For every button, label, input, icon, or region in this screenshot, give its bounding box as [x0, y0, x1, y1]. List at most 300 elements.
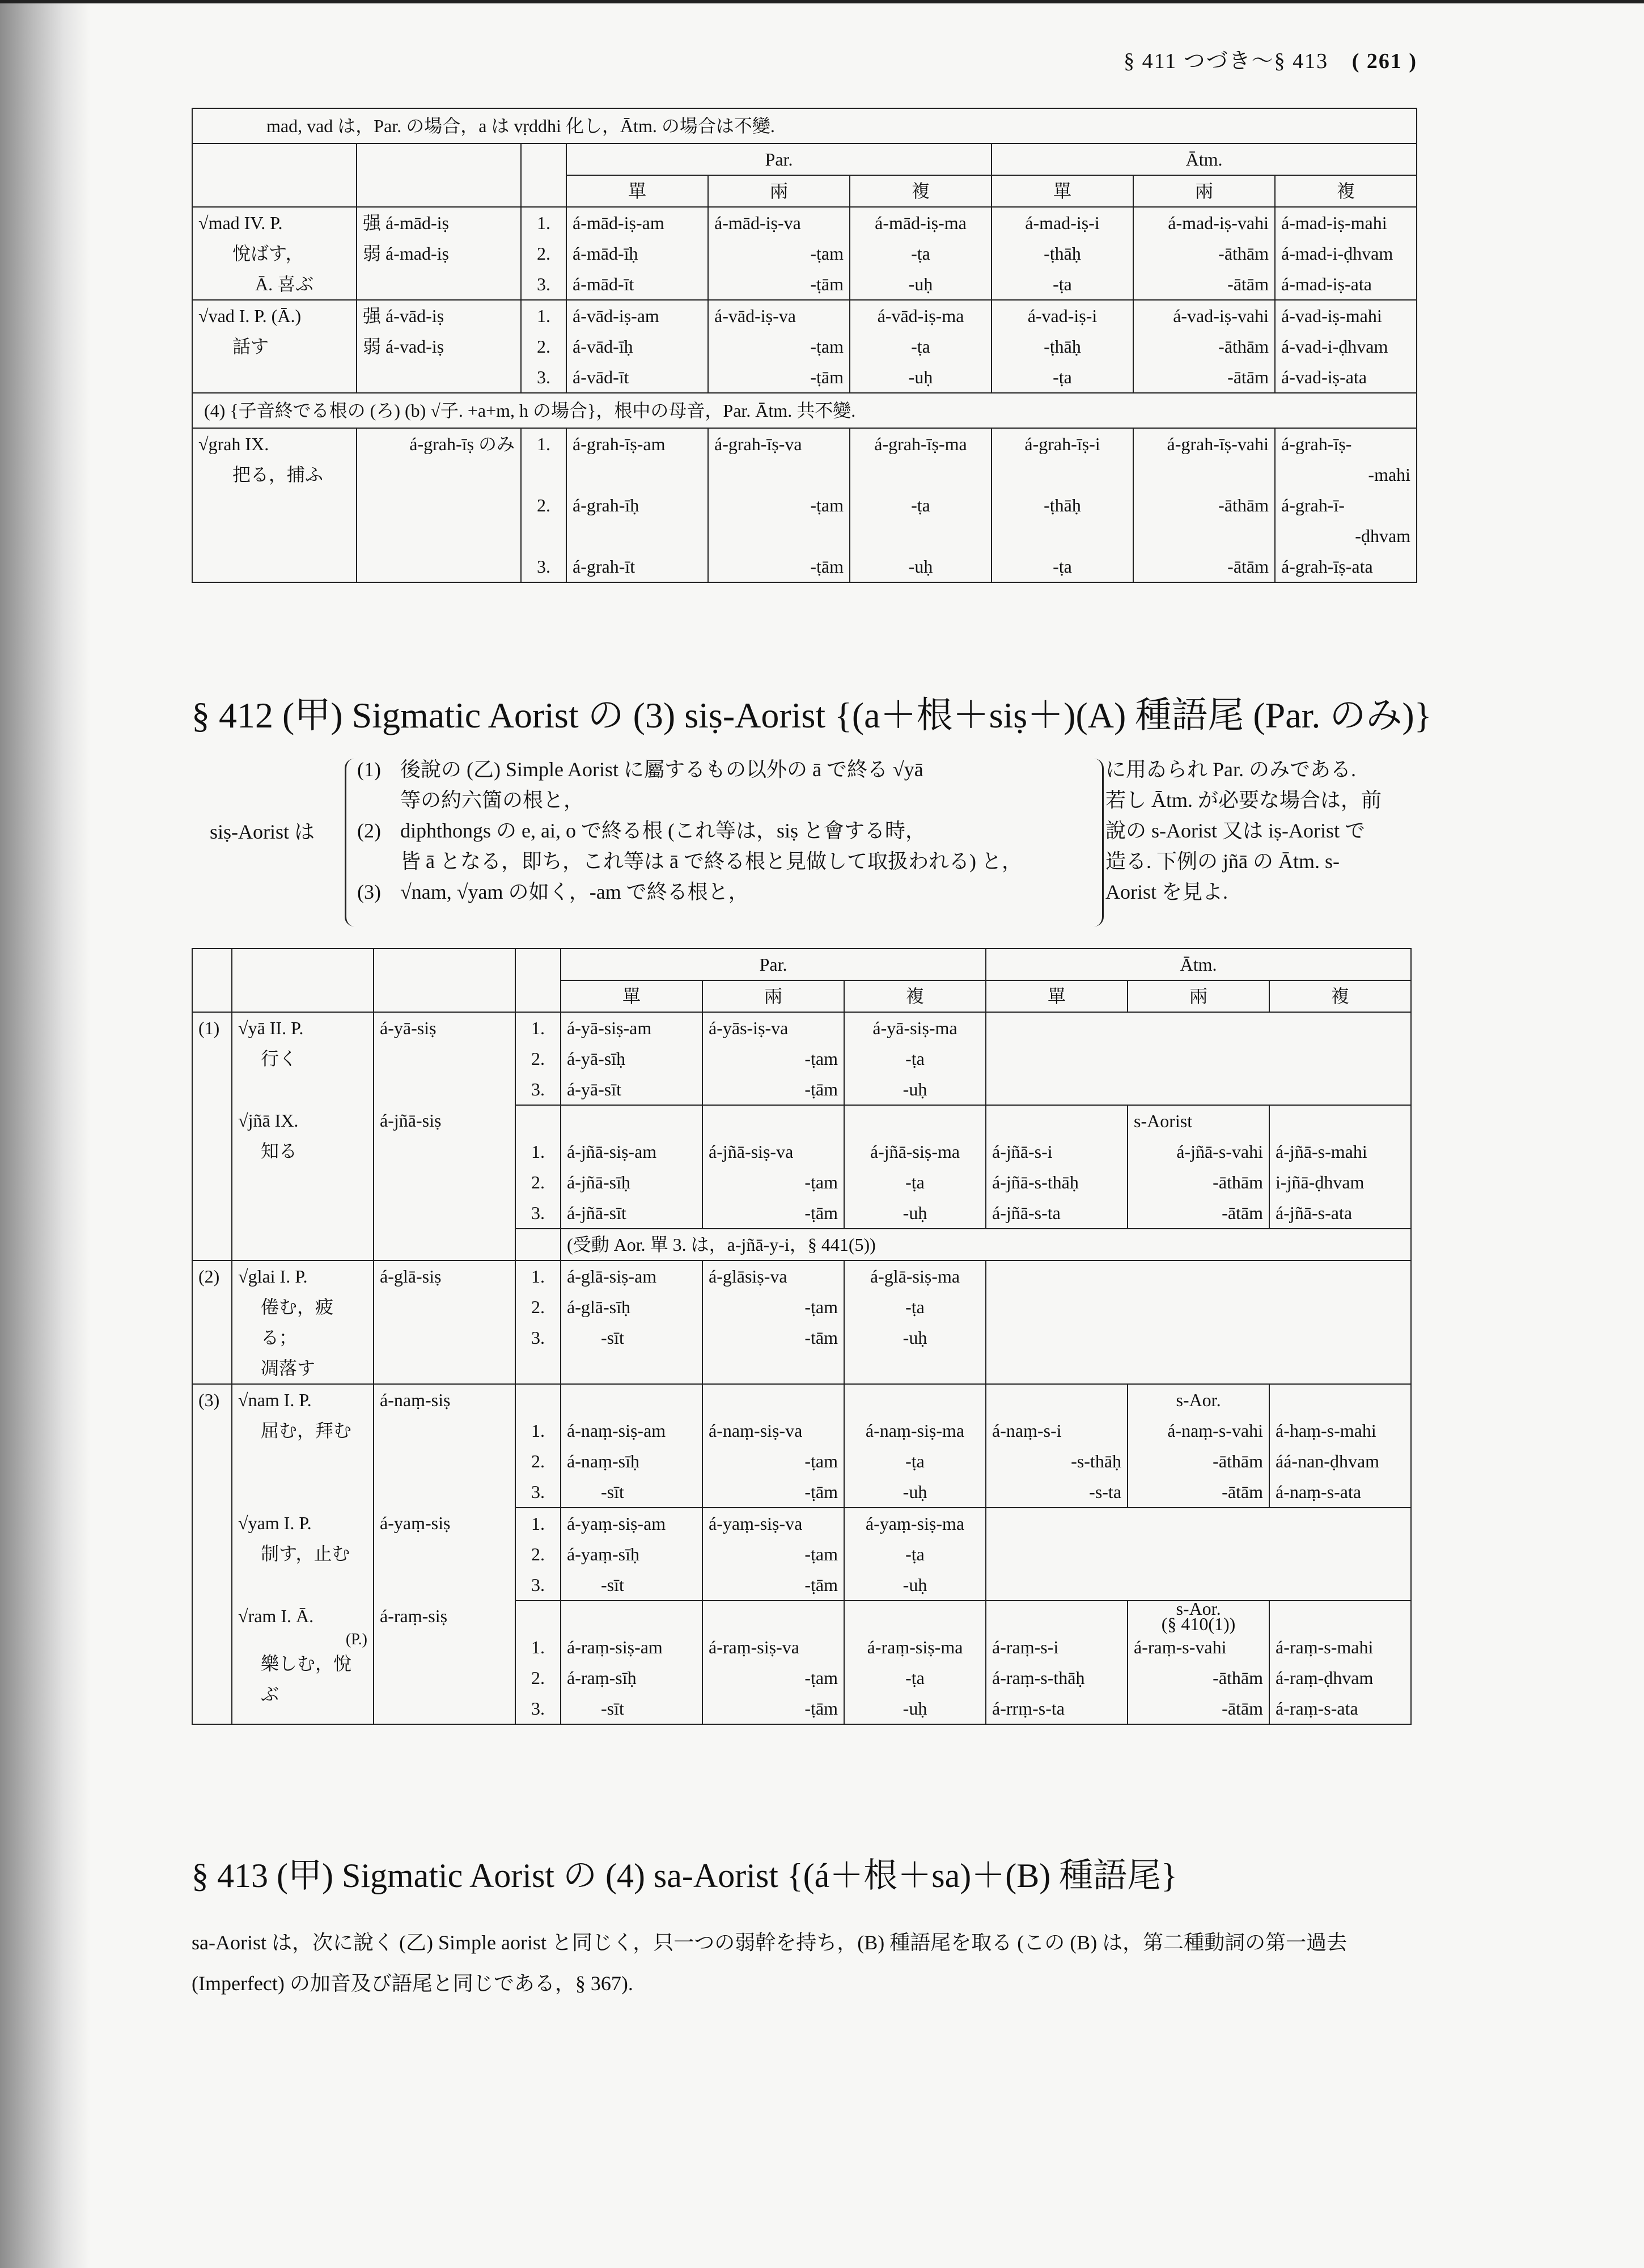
atm-singular-cell [992, 428, 1133, 582]
form: á-grah-īṣ- [1281, 434, 1352, 454]
form: -s-ta [1089, 1482, 1122, 1502]
person-number: 1. [531, 1018, 545, 1038]
form: á-mād-īt [573, 274, 634, 294]
col-header-plural: 複 [1269, 980, 1411, 1012]
form: -ātām [1227, 556, 1269, 577]
form: á-grah-īṣ-va [714, 434, 802, 454]
form: á-vad-iṣ-vahi [1173, 306, 1269, 326]
root-meaning: 知る [261, 1141, 298, 1161]
form: -ṭa [905, 1544, 925, 1564]
par-plural-cell [850, 428, 992, 582]
form: á-mād-iṣ-va [714, 213, 801, 233]
form: -ṭam [804, 1297, 838, 1317]
form: á-jñā-siṣ-am [567, 1141, 657, 1162]
stem-cell: á-raṃ-siṣ [374, 1601, 515, 1724]
form: á-grah-īḥ [573, 495, 639, 515]
empty-cell [192, 143, 357, 207]
empty-cell [232, 949, 374, 1012]
stem-only: á-grah-īṣ のみ [409, 434, 515, 454]
table-row [192, 1105, 1411, 1229]
form: á-grah-īṣ-ma [874, 434, 967, 454]
form: á-raṃ-siṣ-va [709, 1637, 799, 1657]
form: á-naṃ-s-ata [1276, 1482, 1362, 1502]
form: á-yā-siṣ-ma [872, 1018, 957, 1038]
form: -ṭām [804, 1079, 838, 1099]
stem-weak: 弱 á-vad-iṣ [363, 336, 444, 357]
group-index: (1) [192, 1012, 232, 1260]
person-numbers [515, 1384, 561, 1508]
page-header [1124, 43, 1417, 74]
form: -āthām [1213, 1668, 1264, 1688]
form: -ṭām [804, 1482, 838, 1502]
aorist-reference: (§ 410(1)) [1161, 1614, 1236, 1634]
root-cell [232, 1260, 374, 1384]
text-line: に用ゐられ Par. のみである. [1105, 758, 1357, 781]
person-numbers [515, 1601, 561, 1724]
form: á-naṃ-siṣ-ma [865, 1420, 965, 1441]
group-header-par: Par. [566, 143, 992, 175]
form: -ṭa [905, 1668, 925, 1688]
explanation-label: siṣ-Aorist は [210, 820, 315, 843]
item-text: 等の約六箇の根と， [400, 789, 584, 811]
table-row [192, 1508, 1411, 1601]
section-413-heading: § 413 (甲) Sigmatic Aorist の (4) sa-Aorist {(á＋根＋sa)＋(B) 種語尾} [192, 1857, 1178, 1894]
stem-cell [357, 300, 521, 393]
form: -āthām [1213, 1451, 1264, 1471]
par-singular-cell [566, 300, 708, 393]
item-text: √nam, √yam の如く，-am で終る根と， [400, 881, 749, 903]
person-number: 1. [531, 1420, 545, 1441]
par-dual-cell [702, 1012, 844, 1105]
form: á-mad-iṣ-vahi [1168, 213, 1269, 233]
form: á-raṃ-s-i [992, 1637, 1059, 1657]
root-cell [232, 1384, 374, 1508]
form: á-yaṃ-siṣ-va [709, 1513, 803, 1534]
empty-atm-cell [986, 1012, 1411, 1105]
form: á-mad-i-ḍhvam [1281, 243, 1393, 264]
root-cell [232, 1012, 374, 1105]
atm-plural-cell [1275, 428, 1417, 582]
table-sis-aorist [192, 948, 1412, 1725]
root-cell [232, 1105, 374, 1229]
person-number: 3. [537, 367, 550, 387]
top-rule [0, 0, 1644, 3]
form: á-yaṃ-sīḥ [567, 1544, 639, 1564]
form: -ṭam [810, 495, 844, 515]
par-singular-cell [561, 1601, 702, 1724]
form: -ṭa [911, 495, 930, 515]
form: á-jñā-s-ata [1276, 1203, 1353, 1223]
root-label: √glai I. P. [238, 1266, 308, 1287]
form: -āthām [1218, 336, 1269, 357]
form: á-jñā-s-i [992, 1141, 1053, 1162]
atm-plural-cell [1275, 207, 1417, 300]
root-label: √mad IV. P. [198, 213, 283, 233]
person-number: 1. [537, 434, 550, 454]
root-meaning: 樂しむ，悅 [261, 1653, 352, 1674]
par-dual-cell [708, 300, 850, 393]
empty-cell [515, 949, 561, 1012]
form: -ṭam [804, 1451, 838, 1471]
form: -uḥ [902, 1575, 927, 1595]
empty-atm-cell [986, 1508, 1411, 1601]
form: á-vad-iṣ-i [1027, 306, 1098, 326]
empty-cell [374, 949, 515, 1012]
form: á-vād-iṣ-ma [877, 306, 964, 326]
list-item [357, 815, 1094, 877]
form: á-jñā-s-mahi [1276, 1141, 1367, 1162]
form: á-vād-iṣ-va [714, 306, 796, 326]
group-header-atm: Ātm. [986, 949, 1411, 980]
col-header-dual: 兩 [708, 175, 850, 207]
form: á-glā-siṣ-am [567, 1266, 657, 1287]
form: á-vad-iṣ-mahi [1281, 306, 1382, 326]
form: -ṭam [804, 1668, 838, 1688]
form: á-naṃ-s-vahi [1167, 1420, 1264, 1441]
text-line: 造る. 下例の jñā の Ātm. s- [1105, 850, 1340, 873]
section-range: § 411 つづき〜§ 413 [1124, 49, 1329, 73]
form: -ṭām [804, 1575, 838, 1595]
group-header-atm: Ātm. [992, 143, 1417, 175]
form: -ṭa [911, 243, 930, 264]
person-number: 3. [531, 1079, 545, 1099]
table-row [192, 300, 1417, 393]
page-number: ( 261 ) [1351, 49, 1417, 73]
person-number: 1. [531, 1637, 545, 1657]
form: -āthām [1218, 243, 1269, 264]
form: á-vād-īt [573, 367, 629, 387]
form: á-raṃ-s-ata [1276, 1698, 1358, 1719]
form: á-jñā-s-vahi [1176, 1141, 1264, 1162]
form: -ṭām [810, 367, 844, 387]
form: á-glāsiṣ-va [709, 1266, 787, 1287]
explanation-items [357, 754, 1094, 907]
stem-cell [357, 428, 521, 582]
form: á-grah-īṣ-i [1024, 434, 1100, 454]
root-meaning: 把る，捕ふ [232, 464, 324, 485]
par-singular-cell [561, 1384, 702, 1508]
person-number: 2. [531, 1451, 545, 1471]
col-header-singular: 單 [566, 175, 708, 207]
stem-weak: 弱 á-mad-iṣ [363, 243, 449, 264]
list-item [357, 754, 1094, 815]
person-number: 3. [537, 556, 550, 577]
col-header-plural: 複 [844, 980, 986, 1012]
stem-strong: 强 á-vād-iṣ [363, 306, 444, 326]
form: á-raṃ-siṣ-ma [867, 1637, 963, 1657]
par-dual-cell [708, 428, 850, 582]
section-412-heading: § 412 (甲) Sigmatic Aorist の (3) siṣ-Aorist {(a＋根＋siṣ＋)(A) 種語尾 (Par. のみ)} [192, 695, 1432, 735]
root-meaning: 悅ばす， [232, 243, 304, 264]
form: á-raṃ-ḍhvam [1276, 1668, 1374, 1688]
form: á-naṃ-s-i [992, 1420, 1062, 1441]
col-header-dual: 兩 [1133, 175, 1275, 207]
text-line: 說の s-Aorist 又は iṣ-Aorist で [1105, 819, 1365, 842]
table-row [192, 1012, 1411, 1105]
form: á-raṃ-s-mahi [1276, 1637, 1374, 1657]
form: -uḥ [902, 1203, 927, 1223]
person-number: 2. [531, 1668, 545, 1688]
col-header-singular: 單 [561, 980, 702, 1012]
form: -sīt [601, 1327, 624, 1348]
form: -uḥ [902, 1482, 927, 1502]
atm-dual-cell [1128, 1105, 1269, 1229]
person-number: 3. [537, 274, 550, 294]
stem-cell: á-naṃ-siṣ [374, 1384, 515, 1508]
form: á-yā-siṣ-am [567, 1018, 652, 1038]
atm-plural-cell [1269, 1105, 1411, 1229]
par-plural-cell [844, 1601, 986, 1724]
root-meaning: 制す，止む [261, 1543, 350, 1564]
explanation-conclusion [1105, 754, 1412, 907]
person-number: 3. [531, 1698, 545, 1719]
root-cell [192, 300, 357, 393]
form: -uḥ [908, 274, 933, 294]
root-label: √yā II. P. [238, 1018, 304, 1038]
root-meaning: 屈む，拜む [261, 1420, 352, 1441]
par-plural-cell [844, 1105, 986, 1229]
table-row [192, 1384, 1411, 1508]
form: -ṭa [905, 1172, 925, 1192]
form: -ṭam [804, 1172, 838, 1192]
atm-dual-cell [1133, 300, 1275, 393]
stem-cell [357, 207, 521, 300]
form: á-naṃ-siṣ-am [567, 1420, 666, 1441]
form: -ṭhāḥ [1044, 495, 1081, 515]
form: á-rrṃ-s-ta [992, 1698, 1065, 1719]
form: -ṭhāḥ [1044, 243, 1081, 264]
root-meaning: 行く [261, 1048, 298, 1069]
aorist-type-label: s-Aorist [1134, 1111, 1193, 1131]
person-number: 3. [531, 1327, 545, 1348]
par-plural-cell [850, 207, 992, 300]
empty-cell [192, 949, 232, 1012]
form: i-jñā-ḍhvam [1276, 1172, 1365, 1192]
empty-cell [521, 143, 566, 207]
empty-atm-cell [986, 1260, 1411, 1384]
person-number: 1. [537, 213, 550, 233]
atm-singular-cell [992, 207, 1133, 300]
par-singular-cell [566, 207, 708, 300]
form: -s-thāḥ [1071, 1451, 1122, 1471]
table-row [192, 1260, 1411, 1384]
root-meaning: Ā. 喜ぶ [255, 274, 314, 294]
col-header-dual: 兩 [702, 980, 844, 1012]
form: á-yā-sīt [567, 1079, 621, 1099]
sis-aorist-explanation [193, 754, 1412, 936]
form: -ṭam [810, 243, 844, 264]
root-cell [192, 428, 357, 582]
form: á-haṃ-s-mahi [1276, 1420, 1376, 1441]
form: -uḥ [902, 1698, 927, 1719]
person-number: 3. [531, 1203, 545, 1223]
form: -ṭa [1053, 556, 1072, 577]
atm-singular-cell [986, 1105, 1128, 1229]
form: -ṭa [1053, 274, 1072, 294]
form: áá-nan-ḍhvam [1276, 1451, 1380, 1471]
par-dual-cell [702, 1384, 844, 1508]
stem-strong: 强 á-mād-iṣ [363, 213, 449, 233]
form: -ṭām [810, 274, 844, 294]
col-header-dual: 兩 [1128, 980, 1269, 1012]
form: -ṭa [905, 1451, 925, 1471]
par-dual-cell [702, 1105, 844, 1229]
person-number: 1. [537, 306, 550, 326]
form: -āthām [1213, 1172, 1264, 1192]
root-cell [232, 1508, 374, 1601]
par-plural-cell [844, 1012, 986, 1105]
person-number: 2. [537, 243, 550, 264]
root-cell [232, 1601, 374, 1724]
form: á-yaṃ-siṣ-am [567, 1513, 666, 1534]
form: á-grah-ī- [1281, 495, 1345, 515]
scan-shadow [0, 0, 91, 2268]
par-singular-cell [561, 1105, 702, 1229]
aorist-type-label: s-Aor. [1176, 1390, 1221, 1410]
form: á-jñā-sīt [567, 1203, 626, 1223]
atm-dual-cell [1128, 1384, 1269, 1508]
atm-singular-cell [986, 1384, 1128, 1508]
form: -sīt [601, 1575, 624, 1595]
person-number: 1. [531, 1513, 545, 1534]
form: -uḥ [908, 367, 933, 387]
par-singular-cell [561, 1508, 702, 1601]
person-numbers [515, 1508, 561, 1601]
table-iṣ-aorist-continued [192, 108, 1417, 583]
par-dual-cell [708, 207, 850, 300]
atm-singular-cell [992, 300, 1133, 393]
root-label: √vad I. P. (Ā.) [198, 306, 302, 326]
form: á-yaṃ-siṣ-ma [865, 1513, 965, 1534]
form: -ātām [1222, 1482, 1264, 1502]
form: -ātām [1227, 274, 1269, 294]
passive-note: (受動 Aor. 單 3. は，a-jñā-y-i，§ 441(5)) [561, 1229, 1411, 1260]
form: á-jñā-s-thāḥ [992, 1172, 1079, 1192]
form: á-glā-sīḥ [567, 1297, 630, 1317]
form: á-vad-i-ḍhvam [1281, 336, 1388, 357]
form: á-mad-iṣ-mahi [1281, 213, 1387, 233]
form: -ṭam [804, 1544, 838, 1564]
root-label: √ram I. Ā. [238, 1606, 314, 1626]
root-cell [192, 207, 357, 300]
person-number: 2. [537, 495, 550, 515]
form: á-raṃ-siṣ-am [567, 1637, 663, 1657]
form: á-grah-īṣ-vahi [1167, 434, 1269, 454]
person-numbers [521, 300, 566, 393]
form: á-mad-iṣ-i [1025, 213, 1100, 233]
table-row [192, 207, 1417, 300]
form: -ṭhāḥ [1044, 336, 1081, 357]
form: -ṭa [905, 1048, 925, 1069]
root-meaning: ぶ [261, 1684, 279, 1704]
form: -mahi [1368, 464, 1411, 485]
form: á-mad-iṣ-ata [1281, 274, 1372, 294]
atm-plural-cell [1269, 1384, 1411, 1508]
table-row [192, 1601, 1411, 1724]
stem-cell: á-yaṃ-siṣ [374, 1508, 515, 1601]
par-plural-cell [850, 300, 992, 393]
item-number: (3) [357, 881, 381, 903]
empty-cell [515, 1229, 561, 1260]
atm-dual-cell [1133, 428, 1275, 582]
form: á-raṃ-s-vahi [1134, 1637, 1227, 1657]
item-text: diphthongs の e, ai, o で終る根 (これ等は，siṣ と會する時， [400, 819, 926, 842]
atm-singular-cell [986, 1601, 1128, 1724]
par-singular-cell [561, 1260, 702, 1384]
left-brace [345, 759, 354, 926]
root-meaning: 話す [232, 336, 269, 357]
form: á-yās-iṣ-va [709, 1018, 789, 1038]
person-number: 1. [531, 1266, 545, 1287]
form: á-mād-īḥ [573, 243, 638, 264]
person-number: 3. [531, 1575, 545, 1595]
aorist-type-label: s-Aor. [1176, 1598, 1221, 1619]
root-meaning: 倦む，疲る； [261, 1297, 334, 1348]
col-header-plural: 複 [850, 175, 992, 207]
form: -ātām [1222, 1203, 1264, 1223]
form: -ṭām [810, 556, 844, 577]
form: -āthām [1218, 495, 1269, 515]
stem-cell: á-jñā-siṣ [374, 1105, 515, 1229]
group-index: (2) [192, 1260, 232, 1384]
form: -ṭam [810, 336, 844, 357]
par-dual-cell [702, 1508, 844, 1601]
form: á-jñā-sīḥ [567, 1172, 630, 1192]
form: -ṭa [905, 1297, 925, 1317]
form: -uḥ [902, 1327, 927, 1348]
form: á-yā-sīḥ [567, 1048, 626, 1069]
empty-cell [232, 1229, 374, 1260]
atm-plural-cell [1275, 300, 1417, 393]
empty-cell [357, 143, 521, 207]
root-meaning: 凋落す [261, 1358, 316, 1378]
person-number: 2. [531, 1544, 545, 1564]
par-plural-cell [844, 1384, 986, 1508]
person-numbers [515, 1012, 561, 1105]
item-number: (1) [357, 758, 381, 781]
form: -ṭam [804, 1048, 838, 1069]
form: á-glā-siṣ-ma [870, 1266, 960, 1287]
form: á-vad-iṣ-ata [1281, 367, 1367, 387]
group-index: (3) [192, 1384, 232, 1724]
person-number: 2. [537, 336, 550, 357]
stem-cell: á-yā-siṣ [374, 1012, 515, 1105]
table-row [192, 428, 1417, 582]
form: á-naṃ-siṣ-va [709, 1420, 803, 1441]
form: á-naṃ-sīḥ [567, 1451, 639, 1471]
person-number: 2. [531, 1172, 545, 1192]
section-413-body: sa-Aorist は，次に說く (乙) Simple aorist と同じく，只一つの弱幹を持ち，(B) 種語尾を取る (この (B) は，第二種動詞の第一過去 (Imperfect) の加音及び語尾と同じである，§ 367). [192, 1931, 1348, 1995]
person-numbers [521, 207, 566, 300]
atm-dual-cell [1133, 207, 1275, 300]
item-text: 後說の (乙) Simple Aorist に屬するもの以外の ā で終る √yā [400, 758, 923, 781]
group-header-par: Par. [561, 949, 986, 980]
form: á-mād-iṣ-am [573, 213, 664, 233]
form: á-grah-īṣ-ata [1281, 556, 1373, 577]
stem-cell: á-glā-siṣ [374, 1260, 515, 1384]
person-numbers [515, 1105, 561, 1229]
form: á-jñā-siṣ-va [709, 1141, 794, 1162]
form: -ṭa [1053, 367, 1072, 387]
root-label: √jñā IX. [238, 1110, 299, 1131]
person-number: 2. [531, 1048, 545, 1069]
person-number: 1. [531, 1141, 545, 1162]
person-number: 2. [531, 1297, 545, 1317]
form: -uḥ [908, 556, 933, 577]
table-note-top: mad, vad は，Par. の場合，a は vṛddhi 化し，Ātm. の場合は不變. [192, 108, 1417, 143]
form: á-jñā-s-ta [992, 1203, 1061, 1223]
col-header-singular: 單 [992, 175, 1133, 207]
